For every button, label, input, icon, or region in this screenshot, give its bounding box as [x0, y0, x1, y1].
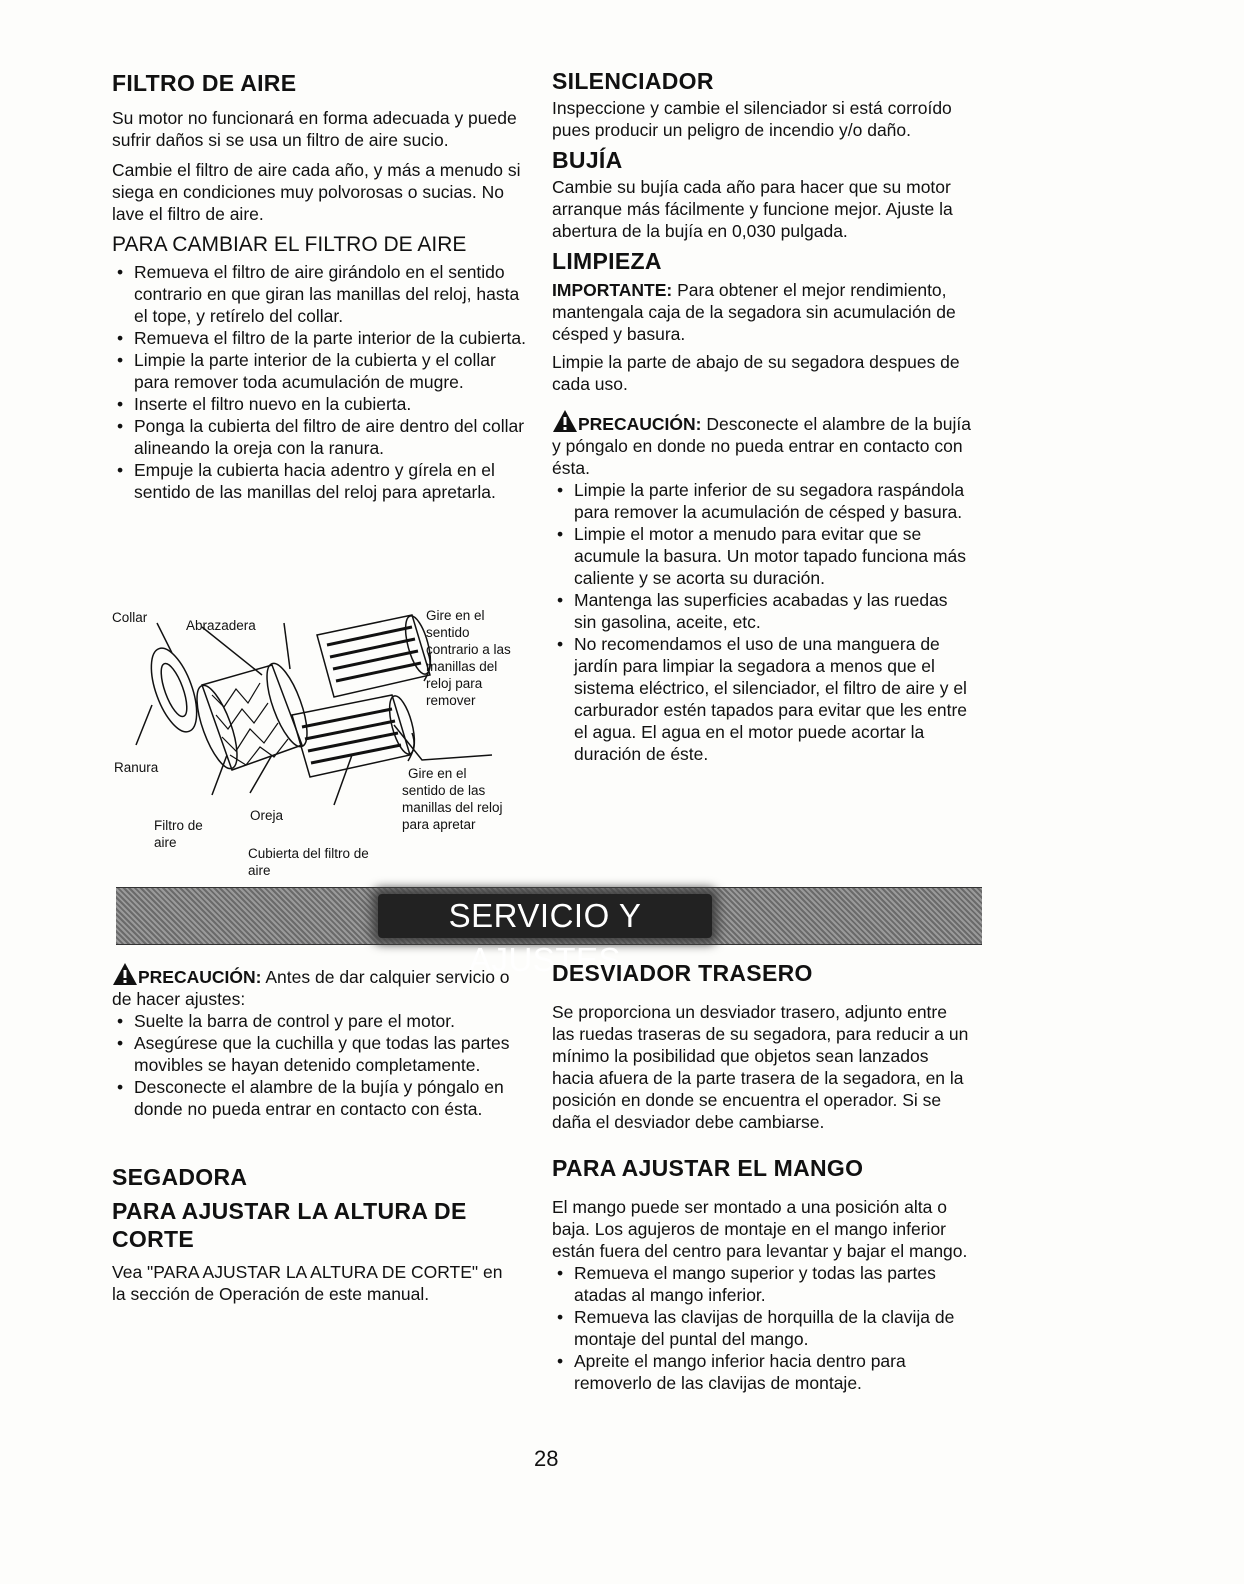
- label-tighten: [402, 765, 503, 833]
- limpieza-p2: Limpie la parte de abajo de su segadora despues de cada uso.: [552, 352, 960, 394]
- list-item: • Remueva el filtro de aire girándolo en el sentido contrario en que giran las manillas del reloj, hasta el tope, y retírelo del collar.: [112, 261, 527, 327]
- mango-bullets: [552, 1262, 972, 1394]
- right-top-section: [552, 68, 972, 765]
- label-filtro-line2: aire: [154, 835, 177, 850]
- list-item: • Suelte la barra de control y pare el motor.: [112, 1010, 527, 1032]
- label-remove-line: remover: [426, 693, 476, 708]
- banner-title: SERVICIO Y AJUSTES: [448, 897, 642, 978]
- banner-label-box: [378, 894, 712, 978]
- desviador-p: Se proporciona un desviador trasero, adjunto entre las ruedas traseras de su segadora, para reducir a un mínimo la posibilidad que objetos sean lanzados hacia afuera de la parte trasera de la segadora, en la posición en donde se encuentra el operador. Si se daña el desviador debe cambiarse.: [552, 1002, 969, 1132]
- label-cubierta: [248, 845, 369, 879]
- caution-label: PRECAUCIÓN:: [578, 414, 702, 434]
- right-bottom-section: [552, 960, 972, 1394]
- label-collar: Collar: [112, 610, 148, 625]
- list-item: • Desconecte el alambre de la bujía y póngalo en donde no pueda entrar en contacto con ésta.: [112, 1076, 527, 1120]
- filtro-subtitle: PARA CAMBIAR EL FILTRO DE AIRE: [112, 233, 467, 256]
- list-item: • Ponga la cubierta del filtro de aire dentro del collar alineando la oreja con la ranura.: [112, 415, 527, 459]
- page-number: 28: [534, 1446, 559, 1471]
- list-item: • No recomendamos el uso de una manguera de jardín para limpiar la segadora a menos que el sistema eléctrico, el silenciador, el filtro de aire y el carburador estén tapados para evitar que les entre el agua. El agua en el motor puede acortar la duración de éste.: [552, 633, 972, 765]
- label-tighten-line: Gire en el: [408, 766, 467, 781]
- caution-icon: [552, 409, 578, 433]
- label-remove-line: contrario a las: [426, 642, 511, 657]
- label-filtro: [154, 817, 203, 851]
- limpieza-important: [552, 279, 972, 345]
- label-cubierta-line2: aire: [248, 863, 271, 878]
- label-remove-line: reloj para: [426, 676, 483, 691]
- label-cubierta-line1: Cubierta del filtro de: [248, 846, 369, 861]
- important-label: IMPORTANTE:: [552, 280, 673, 300]
- list-item: • Inserte el filtro nuevo en la cubierta.: [112, 393, 527, 415]
- segadora-title: SEGADORA: [112, 1164, 248, 1190]
- list-item: • Limpie la parte inferior de su segadora raspándola para remover la acumulación de césped y basura.: [552, 479, 972, 523]
- label-filtro-line1: Filtro de: [154, 818, 203, 833]
- label-remove-line: sentido: [426, 625, 470, 640]
- list-item: • Empuje la cubierta hacia adentro y gírela en el sentido de las manillas del reloj para apretarla.: [112, 459, 527, 503]
- label-tighten-line: manillas del reloj: [402, 800, 503, 815]
- filtro-section: [112, 70, 527, 503]
- list-item: • Limpie la parte interior de la cubierta y el collar para remover toda acumulación de mugre.: [112, 349, 527, 393]
- desviador-title: DESVIADOR TRASERO: [552, 960, 813, 986]
- important-text: Para obtener el mejor rendimiento, mantengala caja de la segadora sin acumulación de césped y basura.: [552, 280, 956, 344]
- precaucion-bullets: [112, 1010, 527, 1120]
- filtro-bullets: [112, 261, 527, 503]
- list-item: • Remueva el filtro de la parte interior de la cubierta.: [112, 327, 527, 349]
- precaucion-label: PRECAUCIÓN:: [138, 967, 262, 987]
- list-item: • Asegúrese que la cuchilla y que todas las partes movibles se hayan detenido completamente.: [112, 1032, 527, 1076]
- limpieza-title: LIMPIEZA: [552, 248, 662, 274]
- segadora-p: Vea "PARA AJUSTAR LA ALTURA DE CORTE" en la sección de Operación de este manual.: [112, 1262, 503, 1304]
- bujia-title: BUJÍA: [552, 147, 623, 173]
- label-tighten-line: para apretar: [402, 817, 476, 832]
- caution-text: Desconecte el alambre de la bujía y póngalo en donde no pueda entrar en contacto con ésta.: [552, 414, 971, 478]
- list-item: • Remueva el mango superior y todas las partes atadas al mango inferior.: [552, 1262, 972, 1306]
- filtro-p1: Su motor no funcionará en forma adecuada y puede sufrir daños si se usa un filtro de aire sucio.: [112, 108, 517, 150]
- silenciador-p: Inspeccione y cambie el silenciador si está corroído pues producir un peligro de incendio y/o daño.: [552, 98, 952, 140]
- filtro-p2: Cambie el filtro de aire cada año, y más a menudo si siega en condiciones muy polvorosas o sucias. No lave el filtro de aire.: [112, 160, 521, 224]
- filtro-title: FILTRO DE AIRE: [112, 70, 297, 96]
- label-oreja: Oreja: [250, 808, 284, 823]
- bujia-p: Cambie su bujía cada año para hacer que su motor arranque más fácilmente y funcione mejor. Ajuste la abertura de la bujía en 0,030 pulgada.: [552, 177, 953, 241]
- label-remove-line: manillas del: [426, 659, 498, 674]
- left-bottom-section: [112, 962, 527, 1305]
- list-item: • Mantenga las superficies acabadas y las ruedas sin gasolina, aceite, etc.: [552, 589, 972, 633]
- limpieza-bullets: [552, 479, 972, 765]
- limpieza-caution: [552, 409, 972, 479]
- label-abrazadera: Abrazadera: [186, 618, 256, 633]
- caution-icon: [112, 962, 138, 986]
- label-remove-line: Gire en el: [426, 608, 485, 623]
- segadora-subtitle: PARA AJUSTAR LA ALTURA DE CORTE: [112, 1198, 467, 1252]
- silenciador-title: SILENCIADOR: [552, 68, 714, 94]
- label-tighten-line: sentido de las: [402, 783, 486, 798]
- list-item: • Remueva las clavijas de horquilla de la clavija de montaje del puntal del mango.: [552, 1306, 972, 1350]
- mango-p: El mango puede ser montado a una posición alta o baja. Los agujeros de montaje en el mango inferior están fuera del centro para levantar y bajar el mango.: [552, 1197, 968, 1261]
- label-remove: [426, 607, 511, 709]
- list-item: • Apreite el mango inferior hacia dentro para removerlo de las clavijas de montaje.: [552, 1350, 972, 1394]
- list-item: • Limpie el motor a menudo para evitar que se acumule la basura. Un motor tapado funciona más caliente y se acorta su duración.: [552, 523, 972, 589]
- air-filter-diagram: [112, 605, 542, 885]
- precaucion-intro: [112, 962, 527, 1010]
- precaucion-text: Antes de dar calquier servicio o de hacer ajustes:: [112, 967, 510, 1009]
- mango-title: PARA AJUSTAR EL MANGO: [552, 1155, 864, 1181]
- label-ranura: Ranura: [114, 760, 159, 775]
